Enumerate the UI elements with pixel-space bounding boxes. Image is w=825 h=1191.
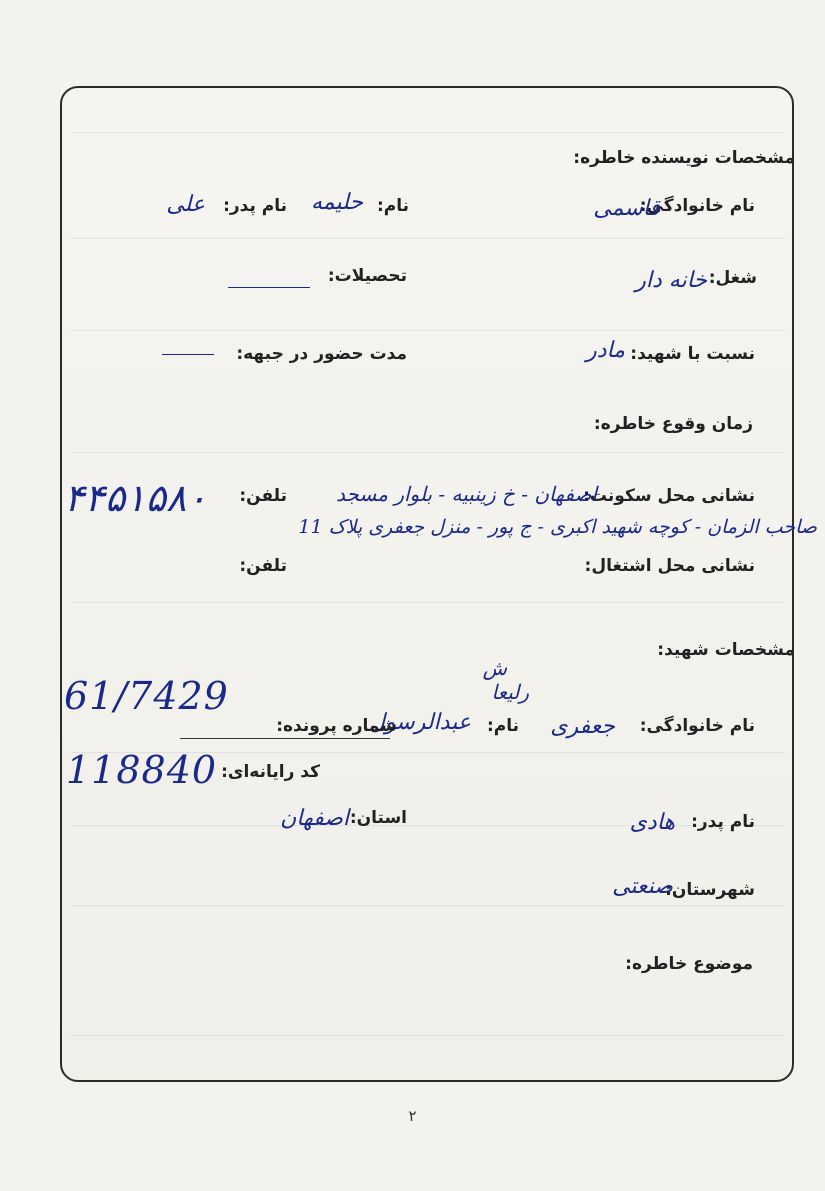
martyr-father-label: نام پدر: (691, 812, 755, 832)
martyr-province-label: استان: (349, 808, 407, 828)
martyr-name-label: نام: (486, 716, 519, 736)
home-address-label: نشانی محل سکونت: (583, 486, 755, 506)
martyr-city-label: شهرستان: (665, 880, 755, 900)
bleed-line (70, 330, 785, 331)
writer-relation-value: مادر (586, 338, 625, 363)
writer-father-label: نام پدر: (223, 196, 287, 216)
home-phone-label: تلفن: (239, 486, 287, 506)
martyr-name-value: عبدالرسول (368, 710, 471, 735)
martyr-province-value: اصفهان (280, 806, 349, 831)
memory-time-label: زمان وقوع خاطره: (593, 414, 753, 434)
writer-job-value: خانه دار (635, 268, 707, 293)
work-phone-label: تلفن: (239, 556, 287, 576)
education-blank-dash (228, 287, 310, 288)
martyr-family-value: جعفری (550, 714, 615, 739)
writer-family-label: نام خانوادگی: (639, 196, 755, 216)
home-address-value-line2: صاحب الزمان - کوچه شهید اکبری - ج پور - منزل جعفری پلاک 11 (298, 516, 817, 538)
home-address-value: اصفهان - خ زینبیه - بلوار مسجد (336, 482, 597, 506)
writer-job-label: شغل: (708, 268, 757, 288)
martyr-file-no-label: شماره پرونده: (276, 716, 397, 736)
front-blank-dash (162, 354, 214, 355)
work-address-label: نشانی محل اشتغال: (584, 556, 755, 576)
bleed-line (70, 132, 785, 133)
martyr-nickname-value: رلیعا (491, 680, 529, 704)
bleed-line (70, 905, 785, 906)
writer-front-label: مدت حضور در جبهه: (236, 344, 407, 364)
writer-relation-label: نسبت با شهید: (630, 344, 755, 364)
writer-heading: مشخصات نویسنده خاطره: (573, 148, 795, 168)
bleed-line (70, 238, 785, 239)
page-number: ۲ (408, 1107, 417, 1125)
martyr-father-value: هادی (629, 810, 675, 835)
file-no-underline (180, 738, 390, 739)
writer-name-value: حلیمه (310, 190, 363, 215)
bleed-line (70, 452, 785, 453)
writer-father-value: علی (166, 192, 205, 217)
bleed-line (70, 602, 785, 603)
martyr-computer-code-value: 118840 (66, 748, 218, 792)
martyr-file-no-value: 61/7429 (64, 674, 229, 718)
home-phone-value: ۴۴۵۱۵۸۰ (64, 476, 207, 520)
martyr-city-value: صنعتی (612, 874, 673, 899)
memory-topic-label: موضوع خاطره: (625, 954, 753, 974)
writer-name-label: نام: (376, 196, 409, 216)
form-frame (60, 86, 794, 1082)
martyr-nickname-extra: ش (482, 656, 507, 680)
martyr-family-label: نام خانوادگی: (639, 716, 755, 736)
bleed-line (70, 1035, 785, 1036)
martyr-heading: مشخصات شهید: (657, 640, 795, 660)
writer-education-label: تحصیلات: (327, 266, 407, 286)
bleed-line (70, 825, 785, 826)
writer-family-value: قاسمی (593, 196, 660, 221)
martyr-computer-code-label: کد رایانه‌ای: (221, 762, 320, 782)
